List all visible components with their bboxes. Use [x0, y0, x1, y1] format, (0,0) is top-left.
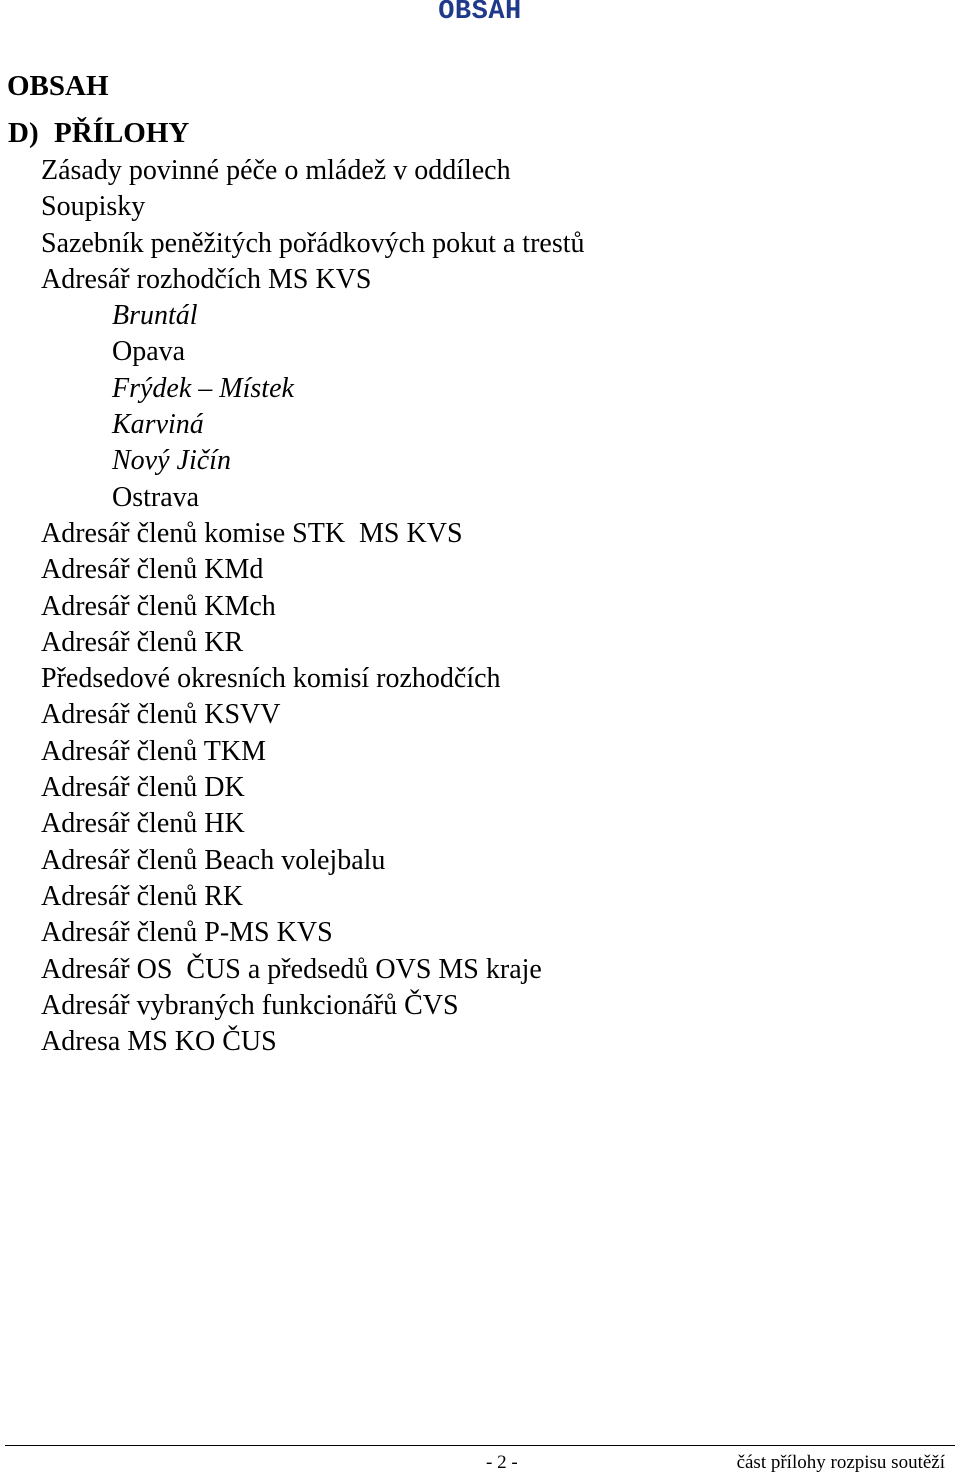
- toc-item: Adresář rozhodčích MS KVS: [41, 263, 372, 295]
- toc-item: Adresář členů RK: [41, 880, 244, 912]
- section-letter: D): [8, 117, 39, 149]
- toc-item: Zásady povinné péče o mládež v oddílech: [41, 155, 511, 186]
- toc-item: Adresář OS ČUS a předsedů OVS MS kraje: [41, 953, 542, 985]
- toc-item: Soupisky: [41, 191, 146, 223]
- toc-item: Adresář členů KMch: [41, 590, 276, 622]
- section-heading: [8, 115, 189, 151]
- running-header-title: OBSAH: [438, 0, 522, 27]
- section-title: PŘÍLOHY: [54, 117, 190, 149]
- footer-divider: [5, 1445, 955, 1446]
- toc-item: Sazebník peněžitých pořádkových pokut a trestů: [41, 227, 585, 259]
- footer-page-number: - 2 -: [486, 1452, 518, 1473]
- toc-list: [0, 153, 585, 1060]
- toc-item: Adresář členů KSVV: [41, 699, 281, 731]
- toc-subitem: Frýdek – Místek: [112, 372, 294, 404]
- toc-item: Adresář členů HK: [41, 808, 245, 840]
- document-title: OBSAH: [7, 70, 109, 102]
- toc-item: Adresa MS KO ČUS: [41, 1026, 277, 1058]
- toc-item: Adresář členů TKM: [41, 735, 266, 767]
- toc-item: Předsedové okresních komisí rozhodčích: [41, 663, 501, 695]
- toc-item: Adresář členů P-MS KVS: [41, 917, 333, 949]
- toc-item: Adresář členů KR: [41, 626, 244, 658]
- toc-item: Adresář vybraných funkcionářů ČVS: [41, 989, 459, 1021]
- toc-subitem: Karviná: [112, 409, 204, 441]
- toc-subitem: Opava: [112, 336, 186, 368]
- footer-text: část přílohy rozpisu soutěží: [736, 1452, 945, 1473]
- toc-subitem: Ostrava: [112, 481, 200, 513]
- toc-item: Adresář členů DK: [41, 772, 245, 804]
- toc-item: Adresář členů Beach volejbalu: [41, 844, 386, 876]
- toc-subitem: Bruntál: [112, 300, 198, 332]
- toc-item: Adresář členů KMd: [41, 554, 264, 586]
- toc-item: Adresář členů komise STK MS KVS: [41, 517, 463, 549]
- toc-subitem: Nový Jičín: [112, 445, 231, 477]
